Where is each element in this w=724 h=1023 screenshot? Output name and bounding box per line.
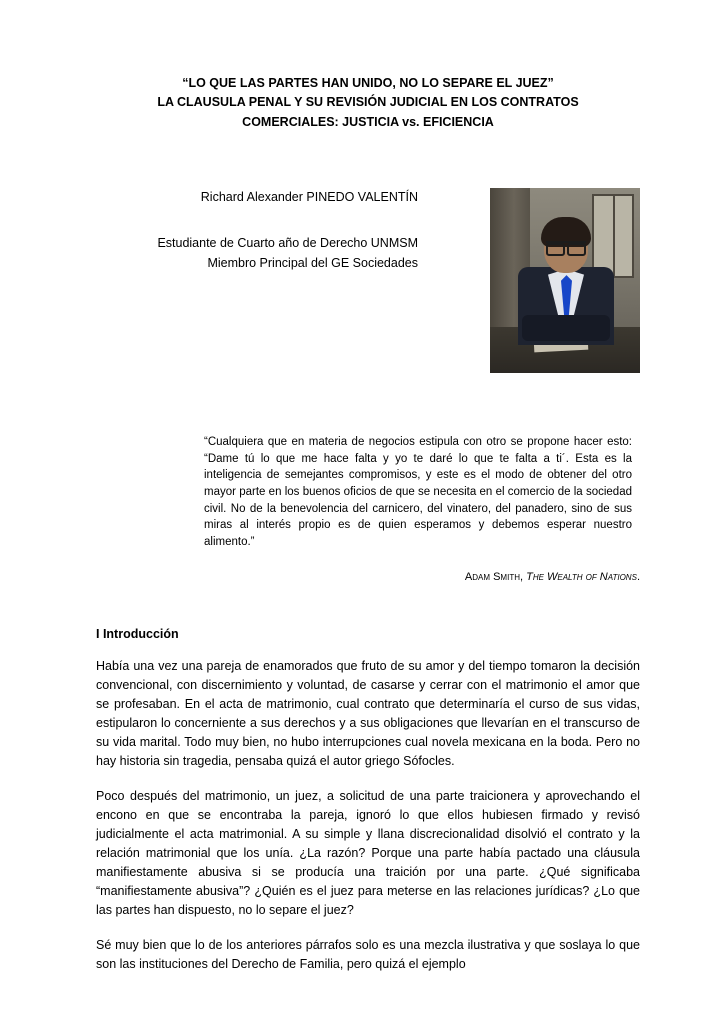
body-paragraph-3: Sé muy bien que lo de los anteriores párrafos solo es una mezcla ilustrativa y que soslaya lo que son las instituciones del Derecho de Familia, pero quizá el ejemplo: [96, 937, 640, 971]
photo-person: [512, 223, 620, 343]
author-block: [96, 188, 640, 368]
glasses-icon: [546, 241, 586, 252]
epigraph-source-end: .: [636, 570, 640, 583]
author-role-line-2: Miembro Principal del GE Sociedades: [207, 255, 418, 270]
title-line-1: “LO QUE LAS PARTES HAN UNIDO, NO LO SEPARE EL JUEZ”: [182, 76, 554, 90]
body-paragraph-2: Poco después del matrimonio, un juez, a solicitud de una parte traicionera y aprovechando el encono en que se encontraba la pareja, ignoró lo que ellos hubiesen firmado y revisó judicialmente el acta matrimonial. A su simple y llana discrecionalidad disolvió el contrato y la relación matrimonial que los unía. ¿La razón? Porque una parte había pactado una cláusula manifiestamente abusiva si se producía una traición por una parte. ¿Qué significaba “manifiestamente abusiva”? ¿Quién es el juez para meterse en las relaciones jurídicas? ¿Lo que las partes han dispuesto, no lo separe el juez?: [96, 788, 640, 917]
title-line-3: COMERCIALES: JUSTICIA vs. EFICIENCIA: [242, 114, 494, 129]
section-heading: I Introducción: [96, 626, 179, 641]
body-paragraph-1: Había una vez una pareja de enamorados que fruto de su amor y del tiempo tomaron la decisión convencional, con discernimiento y voluntad, de casarse y cerrar con el matrimonio el amor que se profesaban. En el acta de matrimonio, cual contrato que determinaría el curso de sus vidas, estipularon lo concerniente a sus derechos y a sus obligaciones que llevarían en el transcurso de su vida marital. Todo muy bien, no hubo interrupciones cual novela mexicana en la boda. Pero no hay historia sin tragedia, pensaba quizá el autor griego Sófocles.: [96, 658, 640, 768]
epigraph-source: [96, 571, 640, 583]
document-title: [96, 74, 640, 132]
author-name: Richard Alexander PINEDO VALENTÍN: [200, 190, 418, 205]
photo-person-arms: [522, 315, 610, 341]
epigraph-quote: “Cualquiera que en materia de negocios estipula con otro se propone hacer esto: “Dame tú lo que me hace falta y yo te daré lo que te falta a ti´. Esta es la inteligencia de semejantes compromisos, y este es el modo de obtener del otro mayor parte en los buenos oficios de que se necesita en el comercio de la sociedad civil. No de la benevolencia del carnicero, del vinatero, del panadero, sino de sus miras al interés propio es de quien esperamos y debemos esperar nuestro alimento.”: [204, 436, 632, 549]
author-role-line-1: Estudiante de Cuarto año de Derecho UNMSM: [157, 235, 418, 250]
epigraph-source-work: The Wealth of Nations: [526, 570, 637, 583]
author-photo: [490, 188, 640, 373]
title-line-2: LA CLAUSULA PENAL Y SU REVISIÓN JUDICIAL EN LOS CONTRATOS: [157, 95, 579, 110]
author-role: [96, 233, 418, 273]
epigraph-source-author: Adam Smith,: [464, 570, 524, 583]
